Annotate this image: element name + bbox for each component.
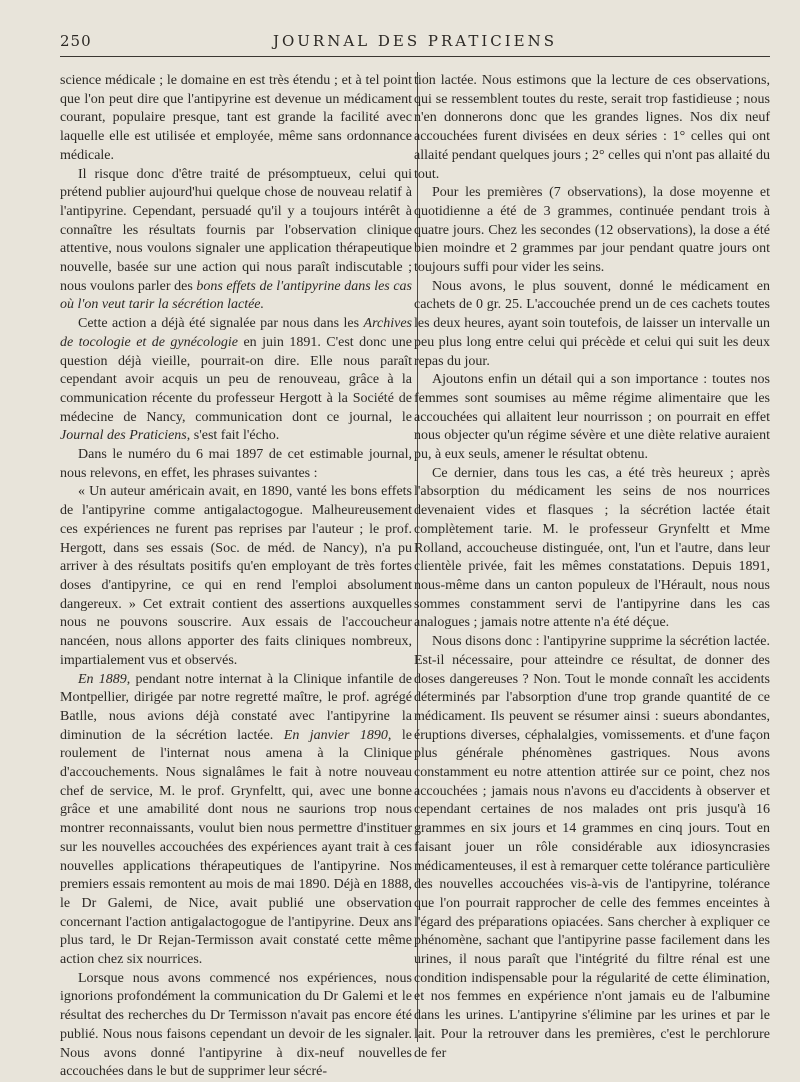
paragraph	[60, 166, 412, 316]
paragraph-text: Il risque donc d'être traité de présomptueux, celui qui prétend publier aujourd'hui quelque chose de nouveau relatif à l'antipyrine. Cependant, persuadé qu'il y a toujours intérêt à connaître les résultats fournis par l'observation clinique attentive, nous voulons signaler une application thérapeutique nouvelle, basée sur une action qui nous paraît indiscutable ; nous voulons parler des	[60, 166, 412, 294]
italic-text: En 1889	[78, 671, 127, 687]
running-title: JOURNAL DES PRATICIENS	[272, 32, 558, 50]
paragraph: Pour les premières (7 observations), la dose moyenne et quotidienne a été de 3 grammes, continuée pendant trois à quatre jours. Chez les secondes (12 observations), la dose a été bien moindre et 2 grammes par jour pendant quatre jours ont toujours suffi pour vider les seins.	[414, 185, 770, 276]
paragraph: Ce dernier, dans tous les cas, a été très heureux ; après l'absorption du médicament les seins de nos nourrices devenaient vides et flasques ; la sécrétion lactée était complètement tarie. M. le professeur Grynfeltt et Mme Rolland, accoucheuse distinguée, ont, l'un et l'autre, dans leur clientèle privée, fait les mêmes constatations. Depuis 1891, nous-même dans un canton populeux de l'Hérault, nous nous sommes constamment servi de l'antipyrine dans les cas analogues ; jamais notre attente n'a été déçue.	[414, 465, 770, 631]
right-column	[414, 72, 770, 1082]
paragraph-text: Cette action a déjà été signalée par nous dans les	[78, 316, 364, 332]
paragraph-text: , pendant notre internat à la Clinique infantile de Montpellier, dirigée par notre regretté maître, le prof. agrégé Batlle, nous avions déjà constaté avec l'antipyrine la diminution de la sécrétion lactée.	[60, 671, 412, 743]
paragraph-text: , s'est fait l'écho.	[186, 428, 280, 444]
page-header	[60, 26, 770, 50]
italic-text: bons effets de l'antipyrine dans les cas où l'on veut tarir la sécrétion lactée.	[60, 278, 412, 313]
paragraph-text: , le roulement de l'internat nous amena à la Clinique d'accouchements. Nous signalâmes le fait à notre nouveau chef de service, M. le prof. Grynfeltt, qui, avec une bonne grâce et une amabilité dont nous ne saurions trop nous montrer reconnaissants, voulut bien nous permettre d'instituer sur les nouvelles accouchées des expériences ayant trait à ces nouvelles applications thérapeutiques de l'antipyrine. Nos premiers essais remontent au mois de mai 1890. Déjà en 1888, le Dr Galemi, de Nice, avait publié une observation concernant l'action antigalactogogue de l'antipyrine. Deux ans plus tard, le Dr Rejan-Termisson avait constaté cette même action chez six nourrices.	[60, 727, 412, 968]
italic-text: Journal des Praticiens	[60, 428, 187, 444]
paragraph: Lorsque nous avons commencé nos expériences, nous ignorions profondément la communication du Dr Galemi et le résultat des recherches du Dr Termisson n'avait pas encore été publié. Nous nous faisons cependant un devoir de les signaler. Nous avons donné l'antipyrine à dix-neuf nouvelles accouchées dans le but de supprimer leur sécré-	[60, 970, 412, 1080]
italic-text: Archives de tocologie et de gynécologie	[60, 316, 412, 350]
header-rule	[60, 56, 770, 57]
text-columns	[60, 72, 770, 1082]
left-column	[60, 72, 412, 1082]
paragraph: tion lactée. Nous estimons que la lecture de ces observations, qui se ressemblent toutes du reste, serait trop fastidieuse ; nous n'en donnerons donc que les grandes lignes. Nos dix neuf accouchées furent divisées en deux séries : 1° celles qui ont allaité pendant quelques jours ; 2° celles qui n'ont pas allaité du tout.	[414, 73, 770, 182]
paragraph: Dans le numéro du 6 mai 1897 de cet estimable journal, nous relevons, en effet, les phrases suivantes :	[60, 447, 412, 481]
paragraph	[60, 315, 412, 446]
quoted-paragraph: « Un auteur américain avait, en 1890, vanté les bons effets de l'antipyrine comme antigalactogogue. Malheureusement ces expériences ne furent pas reprises par l'auteur ; le prof. Hergott, dans ses essais (Soc. de méd. de Nancy), n'a pu arriver à des résultats positifs qu'en employant de très fortes doses d'antipyrine, ce qui en rend l'emploi absolument dangereux. » Cet extrait contient des assertions auxquelles nous ne pouvons souscrire. Aux essais de l'accoucheur nancéen, nous allons apporter des faits cliniques nombreux, impartialement vus et observés.	[60, 484, 412, 668]
paragraph: Ajoutons enfin un détail qui a son importance : toutes nos femmes sont soumises au même régime alimentaire que les accouchées qui allaitent leur nourrisson ; on pourrait en effet nous objecter qu'un régime sévère et une diète relative auraient pu, à eux seuls, amener le résultat obtenu.	[414, 372, 770, 463]
paragraph-text: en juin 1891. C'est donc une question déjà vieille, pourrait-on dire. Elle nous paraît cependant avoir acquis un peu de renouveau, grâce à la communication récente du professeur Hergott à la Société de médecine de Nancy, communication dont ce journal, le	[60, 334, 412, 425]
paragraph: Nous avons, le plus souvent, donné le médicament en cachets de 0 gr. 25. L'accouchée prend un de ces cachets toutes les deux heures, ayant soin toutefois, de laisser un intervalle un peu plus long entre celui qui précède et celui qui suit les deux repas du jour.	[414, 278, 770, 369]
paragraph	[60, 671, 412, 970]
italic-text: En janvier 1890	[283, 727, 388, 743]
paragraph: science médicale ; le domaine en est très étendu ; et à tel point que l'on peut dire que l'antipyrine est devenue un médicament courant, populaire presque, tant est grande la facilité avec laquelle elle est utilisée et employée, même sans ordonnance médicale.	[60, 73, 412, 163]
paragraph: Nous disons donc : l'antipyrine supprime la sécrétion lactée. Est-il nécessaire, pour atteindre ce résultat, de donner des doses dangereuses ? Non. Tout le monde connaît les accidents déterminés par l'absorption d'une trop grande quantité de ce médicament. Ils peuvent se résumer ainsi : sueurs abondantes, éruptions diverses, céphalalgies, vomissements. et d'une façon plus générale phénomènes gastriques. Nous avons constamment eu notre attention attirée sur ce point, chez nos accouchées ; jamais nous n'avons eu d'accidents à observer et cependant certaines de nos malades ont pris jusqu'à 16 grammes en six jours et 14 grammes en cinq jours. Tout en faisant jouer un rôle considérable aux idiosyncrasies médicamenteuses, il est à remarquer cette tolérance particulière des nouvelles accouchées vis-à-vis de l'antipyrine, tolérance que l'on pourrait rapprocher de celle des femmes enceintes à l'égard des préparations opiacées. Sans chercher à expliquer ce phénomène, sachant que l'antipyrine passe facilement dans les urines, il nous paraît que l'intégrité du filtre rénal est une condition indispensable pour la régularité de cette élimination, et nos femmes en expérience n'ont jamais eu de l'albumine dans les urines. L'antipyrine s'élimine par les urines et par le lait. Pour la retrouver dans les premières, c'est le perchlorure de fer	[414, 634, 770, 1061]
page-number: 250	[60, 32, 92, 50]
